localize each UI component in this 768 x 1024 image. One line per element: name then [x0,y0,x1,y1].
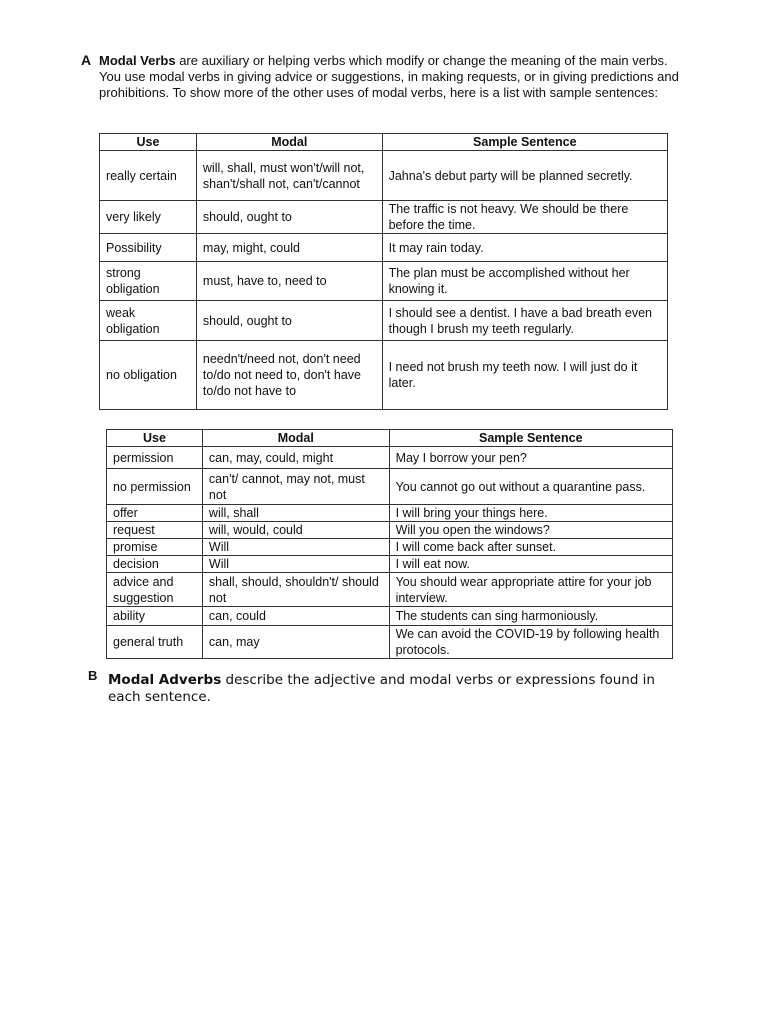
cell-modal: can, may [202,626,389,659]
cell-use: no obligation [100,341,197,410]
cell-modal: can, could [202,607,389,626]
cell-use: ability [107,607,203,626]
cell-sentence: You cannot go out without a quarantine pass. [389,469,672,505]
cell-sentence: The students can sing harmoniously. [389,607,672,626]
cell-use: promise [107,539,203,556]
cell-sentence: I need not brush my teeth now. I will just do it later. [382,341,667,410]
table-row [107,556,673,573]
section-a-intro [99,53,679,101]
cell-use: request [107,522,203,539]
modal-adverbs-term: Modal Adverbs [108,672,222,688]
table-row [100,301,668,341]
table-row [100,262,668,301]
cell-modal: can, may, could, might [202,447,389,469]
cell-use: strong obligation [100,262,197,301]
cell-sentence: I will bring your things here. [389,505,672,522]
section-a-letter: A [81,52,92,68]
modal-uses-table-2 [106,429,673,659]
cell-sentence: We can avoid the COVID-19 by following health protocols. [389,626,672,659]
cell-use: no permission [107,469,203,505]
header-use: Use [107,430,203,447]
cell-modal: shall, should, shouldn't/ should not [202,573,389,607]
modal-verbs-definition: are auxiliary or helping verbs which modify or change the meaning of the main verbs. You use modal verbs in giving advice or suggestions, in making requests, or in giving predictions and prohibitions. To show more of the other uses of modal verbs, here is a list with sample sentences: [99,53,679,100]
table-row [100,151,668,201]
modal-uses-table-1 [99,133,668,410]
table-row [107,469,673,505]
cell-use: permission [107,447,203,469]
table-row [107,505,673,522]
modal-verbs-term: Modal Verbs [99,53,176,68]
table-row [107,626,673,659]
cell-modal: needn't/need not, don't need to/do not need to, don't have to/do not have to [196,341,382,410]
cell-modal: will, shall, must won't/will not, shan't/shall not, can't/cannot [196,151,382,201]
cell-modal: should, ought to [196,301,382,341]
cell-sentence: It may rain today. [382,234,667,262]
section-b-letter: B [88,668,98,683]
table-row [107,447,673,469]
cell-use: advice and suggestion [107,573,203,607]
header-use: Use [100,134,197,151]
table-row [100,201,668,234]
cell-sentence: The plan must be accomplished without her knowing it. [382,262,667,301]
cell-use: weak obligation [100,301,197,341]
table-header-row [100,134,668,151]
cell-modal: Will [202,556,389,573]
cell-use: very likely [100,201,197,234]
cell-use: Possibility [100,234,197,262]
table-row [107,573,673,607]
table-row [100,341,668,410]
cell-sentence: The traffic is not heavy. We should be there before the time. [382,201,667,234]
cell-modal: will, would, could [202,522,389,539]
cell-sentence: May I borrow your pen? [389,447,672,469]
cell-sentence: Will you open the windows? [389,522,672,539]
table-row [100,234,668,262]
cell-modal: must, have to, need to [196,262,382,301]
cell-sentence: Jahna's debut party will be planned secretly. [382,151,667,201]
cell-sentence: I will come back after sunset. [389,539,672,556]
section-b-text [108,672,668,706]
table-row [107,539,673,556]
cell-modal: may, might, could [196,234,382,262]
cell-sentence: You should wear appropriate attire for your job interview. [389,573,672,607]
header-modal: Modal [196,134,382,151]
table-row [107,522,673,539]
cell-use: offer [107,505,203,522]
cell-modal: Will [202,539,389,556]
header-modal: Modal [202,430,389,447]
cell-sentence: I should see a dentist. I have a bad breath even though I brush my teeth regularly. [382,301,667,341]
cell-modal: will, shall [202,505,389,522]
table-row [107,607,673,626]
table-header-row [107,430,673,447]
header-sample-sentence: Sample Sentence [382,134,667,151]
cell-modal: should, ought to [196,201,382,234]
cell-modal: can't/ cannot, may not, must not [202,469,389,505]
modal-adverbs-definition: describe the adjective and modal verbs or expressions found in each sentence. [108,672,655,705]
cell-use: decision [107,556,203,573]
cell-use: general truth [107,626,203,659]
header-sample-sentence: Sample Sentence [389,430,672,447]
cell-use: really certain [100,151,197,201]
cell-sentence: I will eat now. [389,556,672,573]
